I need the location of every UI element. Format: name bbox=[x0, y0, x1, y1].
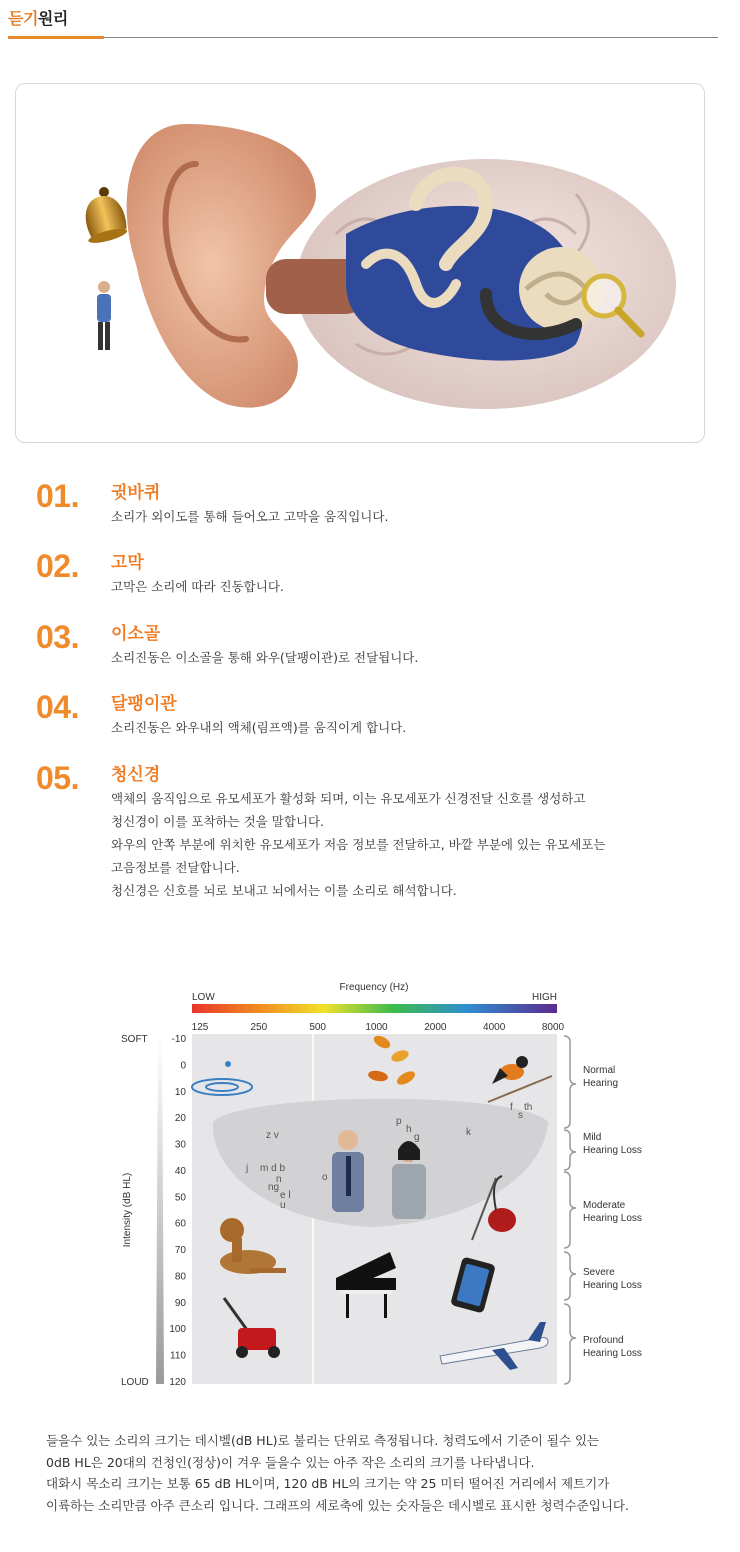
explanation-line: 들을수 있는 소리의 크기는 데시벨(dB HL)로 불리는 단위로 측정됩니다. 청력도에서 기준이 될수 있는 bbox=[46, 1433, 600, 1448]
level-label-mild bbox=[583, 1132, 642, 1156]
frequency-spectrum-bar bbox=[192, 1004, 557, 1013]
svg-text:Normal: Normal bbox=[583, 1065, 616, 1076]
ear-anatomy-illustration bbox=[15, 83, 705, 443]
step-number: 05. bbox=[36, 760, 79, 796]
level-label-profound bbox=[583, 1335, 642, 1359]
speech-letter: ng bbox=[268, 1182, 280, 1193]
step-number: 03. bbox=[36, 619, 79, 655]
svg-text:Severe: Severe bbox=[583, 1267, 615, 1278]
svg-text:Hearing: Hearing bbox=[583, 1078, 619, 1089]
step-number: 02. bbox=[36, 548, 79, 584]
frequency-tick-label: 1000 bbox=[365, 1022, 388, 1033]
level-label-normal bbox=[583, 1065, 618, 1089]
low-label: LOW bbox=[192, 992, 215, 1003]
step-title: 달팽이관 bbox=[111, 694, 177, 714]
step-number: 04. bbox=[36, 689, 79, 725]
db-tick-label: 110 bbox=[170, 1350, 186, 1362]
step-title: 청신경 bbox=[111, 765, 161, 785]
step-description bbox=[111, 575, 284, 598]
step-description-line: 고음정보를 전달합니다. bbox=[111, 860, 240, 875]
speech-letter: h bbox=[406, 1124, 412, 1135]
svg-text:Mild: Mild bbox=[583, 1132, 602, 1143]
section-title bbox=[8, 6, 68, 29]
speech-letter: g bbox=[414, 1132, 420, 1143]
db-tick-label: 20 bbox=[174, 1113, 186, 1125]
step-description bbox=[111, 787, 605, 902]
level-brackets bbox=[564, 1036, 576, 1384]
speech-letter: f bbox=[510, 1102, 513, 1113]
step-description bbox=[111, 505, 388, 528]
header-accent-bar bbox=[8, 36, 104, 39]
soft-label: SOFT bbox=[121, 1034, 148, 1045]
person-icon bbox=[97, 281, 111, 350]
speech-letter: s bbox=[518, 1110, 523, 1121]
frequency-ticks bbox=[192, 1022, 565, 1033]
step-description-line: 청신경은 신호를 뇌로 보내고 뇌에서는 이를 소리로 해석합니다. bbox=[111, 883, 457, 898]
svg-text:Profound: Profound bbox=[583, 1335, 624, 1346]
step-description-line: 소리진동은 이소골을 통해 와우(달팽이관)로 전달됩니다. bbox=[111, 650, 419, 665]
db-tick-label: 70 bbox=[174, 1245, 186, 1257]
frequency-tick-label: 4000 bbox=[483, 1022, 506, 1033]
header-rule bbox=[8, 37, 718, 38]
frequency-tick-label: 8000 bbox=[541, 1022, 565, 1033]
audiogram-title: Frequency (Hz) bbox=[339, 982, 409, 993]
db-tick-label: 120 bbox=[169, 1377, 186, 1388]
explanation-line: 대화시 목소리 크기는 보통 65 dB HL이며, 120 dB HL의 크기는 약 25 미터 떨어진 거리에서 제트기가 bbox=[46, 1476, 610, 1491]
speech-letter: m d b bbox=[260, 1163, 286, 1174]
step-description-line: 액체의 움직임으로 유모세포가 활성화 되며, 이는 유모세포가 신경전달 신호를 생성하고 bbox=[111, 791, 586, 806]
section-title-accent: 듣기 bbox=[8, 9, 38, 28]
db-tick-label: 90 bbox=[174, 1297, 186, 1309]
db-tick-label: 100 bbox=[169, 1324, 186, 1336]
svg-text:Hearing Loss: Hearing Loss bbox=[583, 1145, 642, 1156]
frequency-tick-label: 125 bbox=[191, 1022, 209, 1033]
svg-text:Hearing Loss: Hearing Loss bbox=[583, 1348, 642, 1359]
step-title: 귓바퀴 bbox=[111, 483, 161, 503]
db-tick-label: 40 bbox=[174, 1165, 186, 1177]
explanation-line: 이륙하는 소리만큼 아주 큰소리 입니다. 그래프의 세로축에 있는 숫자들은 데시벨로 표시한 청력수준입니다. bbox=[46, 1497, 629, 1513]
step-description-line: 청신경이 이를 포착하는 것을 말합니다. bbox=[111, 814, 325, 829]
intensity-wedge bbox=[156, 1034, 164, 1384]
db-tick-label: 30 bbox=[174, 1139, 186, 1151]
frequency-tick-label: 2000 bbox=[424, 1022, 447, 1033]
high-label: HIGH bbox=[532, 992, 557, 1003]
speech-letter: n bbox=[276, 1174, 282, 1185]
speech-letter: z v bbox=[266, 1130, 279, 1141]
y-axis-label: Intensity (dB HL) bbox=[122, 1172, 133, 1248]
audiogram-figure bbox=[100, 972, 700, 1392]
step-description bbox=[111, 716, 406, 739]
db-tick-label: -10 bbox=[171, 1034, 186, 1045]
svg-text:Hearing Loss: Hearing Loss bbox=[583, 1280, 642, 1291]
db-tick-label: 50 bbox=[174, 1192, 186, 1204]
decibel-explanation bbox=[46, 1430, 629, 1516]
frequency-tick-label: 500 bbox=[309, 1022, 327, 1033]
db-ticks bbox=[169, 1034, 186, 1388]
step-description-line: 고막은 소리에 따라 진동합니다. bbox=[111, 579, 284, 594]
level-label-moderate bbox=[583, 1200, 642, 1224]
speech-letter: e l bbox=[280, 1190, 291, 1201]
speech-letter: o bbox=[322, 1172, 328, 1183]
svg-text:Hearing Loss: Hearing Loss bbox=[583, 1213, 642, 1224]
speech-letter: k bbox=[466, 1127, 471, 1138]
step-description bbox=[111, 646, 418, 669]
loud-label: LOUD bbox=[121, 1377, 149, 1388]
section-title-rest: 원리 bbox=[37, 9, 68, 28]
outer-ear-shape bbox=[127, 124, 366, 408]
speech-letter: j bbox=[246, 1163, 249, 1174]
step-description-line: 소리진동은 와우내의 액체(림프액)를 움직이게 합니다. bbox=[111, 720, 407, 735]
step-description-line: 소리가 외이도를 통해 들어오고 고막을 움직입니다. bbox=[111, 509, 389, 524]
db-tick-label: 60 bbox=[174, 1218, 186, 1230]
svg-text:Moderate: Moderate bbox=[583, 1200, 626, 1211]
db-tick-label: 0 bbox=[180, 1060, 186, 1072]
step-description-line: 와우의 안쪽 부분에 위치한 유모세포가 저음 정보를 전달하고, 바깥 부분에 있는 유모세포는 bbox=[111, 837, 606, 852]
bell-icon bbox=[80, 187, 128, 246]
step-title: 이소골 bbox=[111, 624, 161, 644]
step-number: 01. bbox=[36, 478, 79, 514]
db-tick-label: 10 bbox=[174, 1086, 186, 1098]
speech-letter: th bbox=[524, 1102, 533, 1113]
explanation-line: 0dB HL은 20대의 건청인(정상)이 겨우 들을수 있는 아주 작은 소리의 크기를 나타냅니다. bbox=[46, 1454, 535, 1470]
db-tick-label: 80 bbox=[174, 1271, 186, 1283]
level-label-severe bbox=[583, 1267, 642, 1291]
speech-letter: u bbox=[280, 1200, 286, 1211]
frequency-tick-label: 250 bbox=[250, 1022, 268, 1033]
step-title: 고막 bbox=[111, 553, 144, 573]
speech-letter: p bbox=[396, 1116, 402, 1127]
